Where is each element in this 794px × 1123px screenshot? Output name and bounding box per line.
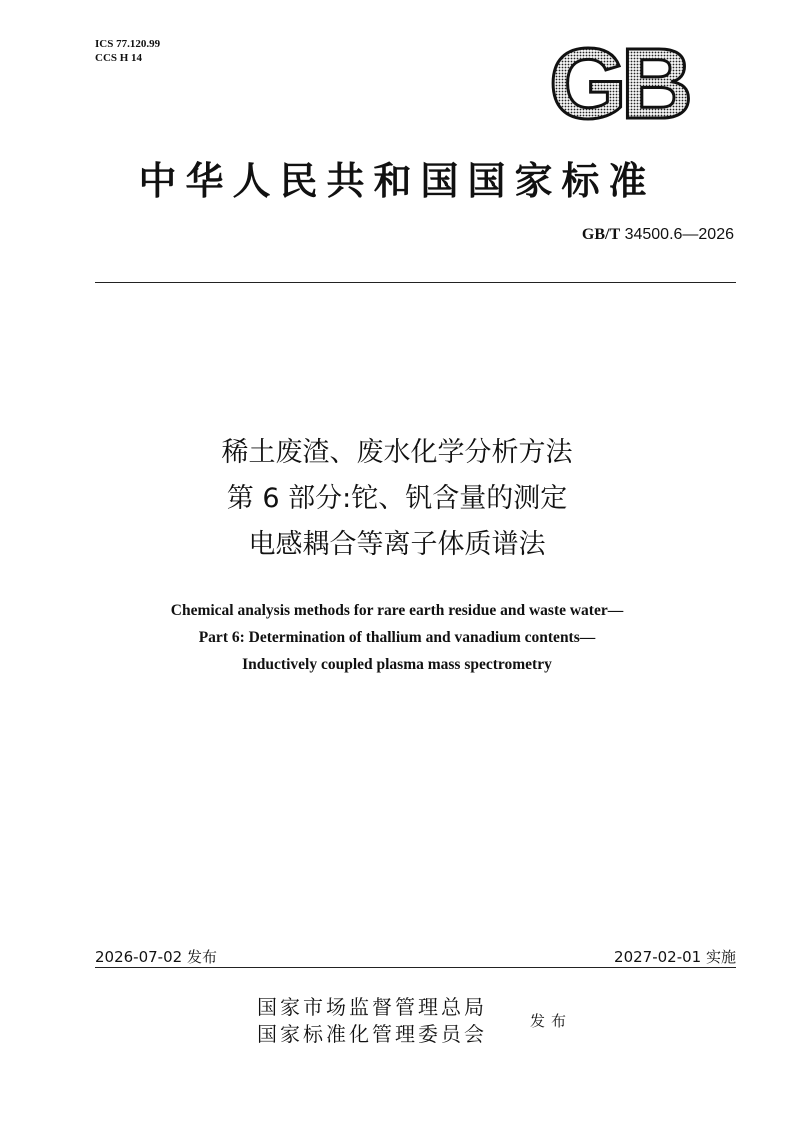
english-title-line-3: Inductively coupled plasma mass spectrometry (242, 656, 552, 673)
standard-number (582, 226, 734, 244)
standard-number-value: 34500.6—2026 (620, 226, 734, 243)
chinese-title-line-2: 第 6 部分:铊、钒含量的测定 (226, 483, 568, 514)
english-title-line-2: Part 6: Determination of thallium and vanadium contents— (198, 629, 596, 646)
chinese-title-line-3: 电感耦合等离子体质谱法 (248, 529, 546, 560)
gb-logo (540, 42, 700, 126)
publisher-sac: 国家标准化管理委员会 (257, 1022, 487, 1046)
bottom-divider (95, 967, 736, 968)
classification-codes (95, 37, 160, 65)
publish-label: 发布 (530, 1012, 573, 1030)
chinese-title-line-1: 稀土废渣、废水化学分析方法 (221, 437, 573, 468)
implementation-date: 2027-02-01 实施 (614, 948, 736, 966)
top-divider (95, 282, 736, 283)
standard-category-title: 中华人民共和国国家标准 (138, 158, 656, 203)
chinese-title (0, 430, 794, 568)
publishing-organizations (257, 994, 487, 1048)
ccs-code: CCS H 14 (95, 52, 143, 64)
english-title-line-1: Chemical analysis methods for rare earth residue and waste water— (170, 602, 624, 619)
english-title (0, 597, 794, 678)
issue-date: 2026-07-02 发布 (95, 948, 217, 966)
ics-code: ICS 77.120.99 (95, 38, 161, 50)
standard-number-prefix: GB/T (581, 226, 621, 243)
publisher-samr: 国家市场监督管理总局 (257, 995, 487, 1019)
svg-text:GB: GB (549, 42, 687, 126)
